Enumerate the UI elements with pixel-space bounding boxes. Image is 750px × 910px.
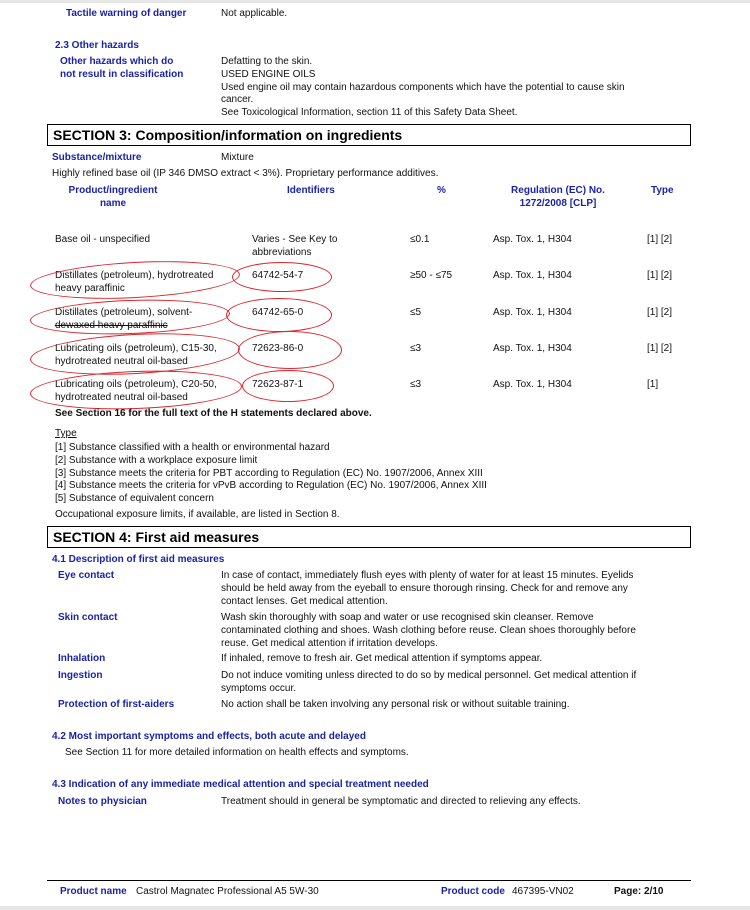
ingredient-name: Lubricating oils (petroleum), C20-50, xyxy=(55,379,217,390)
ingredient-type: [1] [2] xyxy=(647,270,673,281)
col-header-regulation-line2: 1272/2008 [CLP] xyxy=(519,198,597,209)
col-header-product-line2: name xyxy=(99,198,127,209)
footer-page-number: Page: 2/10 xyxy=(614,886,664,897)
protection-first-aiders-value: No action shall be taken involving any personal risk or without suitable training. xyxy=(221,699,570,710)
footer-product-code: 467395-VN02 xyxy=(512,886,574,897)
eye-contact-line: In case of contact, immediately flush eyes with plenty of water for at least 15 minutes. Eyelids xyxy=(221,570,634,581)
type-key-item: [1] Substance classified with a health or environmental hazard xyxy=(55,442,330,453)
type-key-item: [2] Substance with a workplace exposure limit xyxy=(55,455,258,466)
composition-description: Highly refined base oil (IP 346 DMSO extract < 3%). Proprietary performance additives. xyxy=(52,168,439,179)
ingredient-name: Lubricating oils (petroleum), C15-30, xyxy=(55,343,217,354)
ingredient-name: Distillates (petroleum), solvent- xyxy=(55,307,193,318)
other-hazards-label-line1: Other hazards which do xyxy=(60,56,174,67)
footer-rule xyxy=(47,880,691,881)
see-section-16-note: See Section 16 for the full text of the H statements declared above. xyxy=(55,408,372,419)
symptoms-heading: 4.2 Most important symptoms and effects, both acute and delayed xyxy=(52,731,366,742)
ingredient-type: [1] [2] xyxy=(647,307,673,318)
substance-mixture-value: Mixture xyxy=(221,152,254,163)
section-4-title: SECTION 4: First aid measures xyxy=(47,526,691,548)
ingredient-name-line2: dewaxed heavy paraffinic xyxy=(55,320,168,331)
ingredient-regulation: Asp. Tox. 1, H304 xyxy=(493,270,572,281)
ingredient-name: Distillates (petroleum), hydrotreated xyxy=(55,270,214,281)
notes-to-physician-label: Notes to physician xyxy=(58,796,147,807)
skin-contact-line: Wash skin thoroughly with soap and water or use recognised skin cleanser. Remove xyxy=(221,612,594,623)
ingredient-percent: ≤0.1 xyxy=(410,234,430,245)
ingredient-regulation: Asp. Tox. 1, H304 xyxy=(493,234,572,245)
col-header-percent: % xyxy=(437,185,446,196)
other-hazards-line: USED ENGINE OILS xyxy=(221,69,316,80)
ingestion-label: Ingestion xyxy=(58,670,103,681)
ingestion-line: Do not induce vomiting unless directed to do so by medical personnel. Get medical attention if xyxy=(221,670,637,681)
col-header-regulation: Regulation (EC) No. xyxy=(511,185,605,196)
ingredient-type: [1] [2] xyxy=(647,343,673,354)
col-header-product: Product/ingredient xyxy=(68,185,158,196)
annotation-circle xyxy=(242,370,334,402)
ingredient-percent: ≤3 xyxy=(410,379,422,390)
skin-contact-label: Skin contact xyxy=(58,612,118,623)
section-3-title: SECTION 3: Composition/information on ingredients xyxy=(47,124,691,146)
col-header-identifiers: Identifiers xyxy=(287,185,335,196)
annotation-circle xyxy=(226,298,332,332)
annotation-circle xyxy=(29,257,241,304)
ingredient-identifier: 64742-54-7 xyxy=(252,270,304,281)
inhalation-label: Inhalation xyxy=(58,653,106,664)
ingredient-name-line2: hydrotreated neutral oil-based xyxy=(55,392,188,403)
other-hazards-line: Defatting to the skin. xyxy=(221,56,313,67)
annotation-circle xyxy=(29,367,242,412)
tactile-warning-value: Not applicable. xyxy=(221,8,288,19)
ingredient-regulation: Asp. Tox. 1, H304 xyxy=(493,307,572,318)
exposure-limits-note: Occupational exposure limits, if available, are listed in Section 8. xyxy=(55,509,340,520)
eye-contact-label: Eye contact xyxy=(58,570,115,581)
other-hazards-heading: 2.3 Other hazards xyxy=(55,40,139,51)
ingredient-identifier-line2: abbreviations xyxy=(252,247,312,258)
first-aid-description-heading: 4.1 Description of first aid measures xyxy=(52,554,225,565)
ingredient-type: [1] [2] xyxy=(647,234,673,245)
type-key-item: [4] Substance meets the criteria for vPvB according to Regulation (EC) No. 1907/2006, Annex XIII xyxy=(55,480,487,491)
ingestion-line: symptoms occur. xyxy=(221,683,297,694)
eye-contact-line: contact lenses. Get medical attention. xyxy=(221,596,388,607)
ingredient-name: Base oil - unspecified xyxy=(55,234,151,245)
ingredient-percent: ≤5 xyxy=(410,307,422,318)
ingredient-name-line2: heavy paraffinic xyxy=(55,283,125,294)
ingredient-identifier: 64742-65-0 xyxy=(252,307,304,318)
ingredient-regulation: Asp. Tox. 1, H304 xyxy=(493,343,572,354)
type-key-item: [3] Substance meets the criteria for PBT according to Regulation (EC) No. 1907/2006, Annex XIII xyxy=(55,468,483,479)
footer-product-code-label: Product code xyxy=(441,886,505,897)
other-hazards-line: cancer. xyxy=(221,94,254,105)
footer-product-name: Castrol Magnatec Professional A5 5W-30 xyxy=(136,886,319,897)
annotation-circle xyxy=(238,331,342,369)
ingredient-identifier: 72623-87-1 xyxy=(252,379,304,390)
col-header-type: Type xyxy=(651,185,674,196)
eye-contact-line: should be held away from the eyeball to ensure thorough rinsing. Check for and remove any xyxy=(221,583,628,594)
inhalation-value: If inhaled, remove to fresh air. Get medical attention if symptoms appear. xyxy=(221,653,543,664)
skin-contact-line: reuse. Get medical attention if irritation develops. xyxy=(221,638,438,649)
other-hazards-line: Used engine oil may contain hazardous components which have the potential to cause skin xyxy=(221,82,625,93)
annotation-circle xyxy=(232,262,332,292)
other-hazards-label-line2: not result in classification xyxy=(60,69,184,80)
ingredient-identifier: Varies - See Key to xyxy=(252,234,338,245)
notes-to-physician-value: Treatment should in general be symptomatic and directed to relieving any effects. xyxy=(221,796,581,807)
ingredient-percent: ≤3 xyxy=(410,343,422,354)
tactile-warning-label: Tactile warning of danger xyxy=(66,8,187,19)
symptoms-text: See Section 11 for more detailed information on health effects and symptoms. xyxy=(65,747,409,758)
ingredient-regulation: Asp. Tox. 1, H304 xyxy=(493,379,572,390)
skin-contact-line: contaminated clothing and shoes. Wash clothing before reuse. Clean shoes thoroughly before xyxy=(221,625,636,636)
ingredient-identifier: 72623-86-0 xyxy=(252,343,304,354)
footer-product-name-label: Product name xyxy=(60,886,127,897)
substance-mixture-label: Substance/mixture xyxy=(52,152,142,163)
ingredient-percent: ≥50 - ≤75 xyxy=(410,270,453,281)
type-key-heading: Type xyxy=(55,428,77,439)
ingredient-type: [1] xyxy=(647,379,659,390)
page-bottom-edge xyxy=(0,906,750,910)
page-top-edge xyxy=(0,0,750,3)
immediate-attention-heading: 4.3 Indication of any immediate medical attention and special treatment needed xyxy=(52,779,429,790)
protection-first-aiders-label: Protection of first-aiders xyxy=(58,699,175,710)
ingredient-name-line2: hydrotreated neutral oil-based xyxy=(55,356,188,367)
annotation-circle xyxy=(29,297,230,338)
type-key-item: [5] Substance of equivalent concern xyxy=(55,493,214,504)
other-hazards-line: See Toxicological Information, section 11 of this Safety Data Sheet. xyxy=(221,107,518,118)
